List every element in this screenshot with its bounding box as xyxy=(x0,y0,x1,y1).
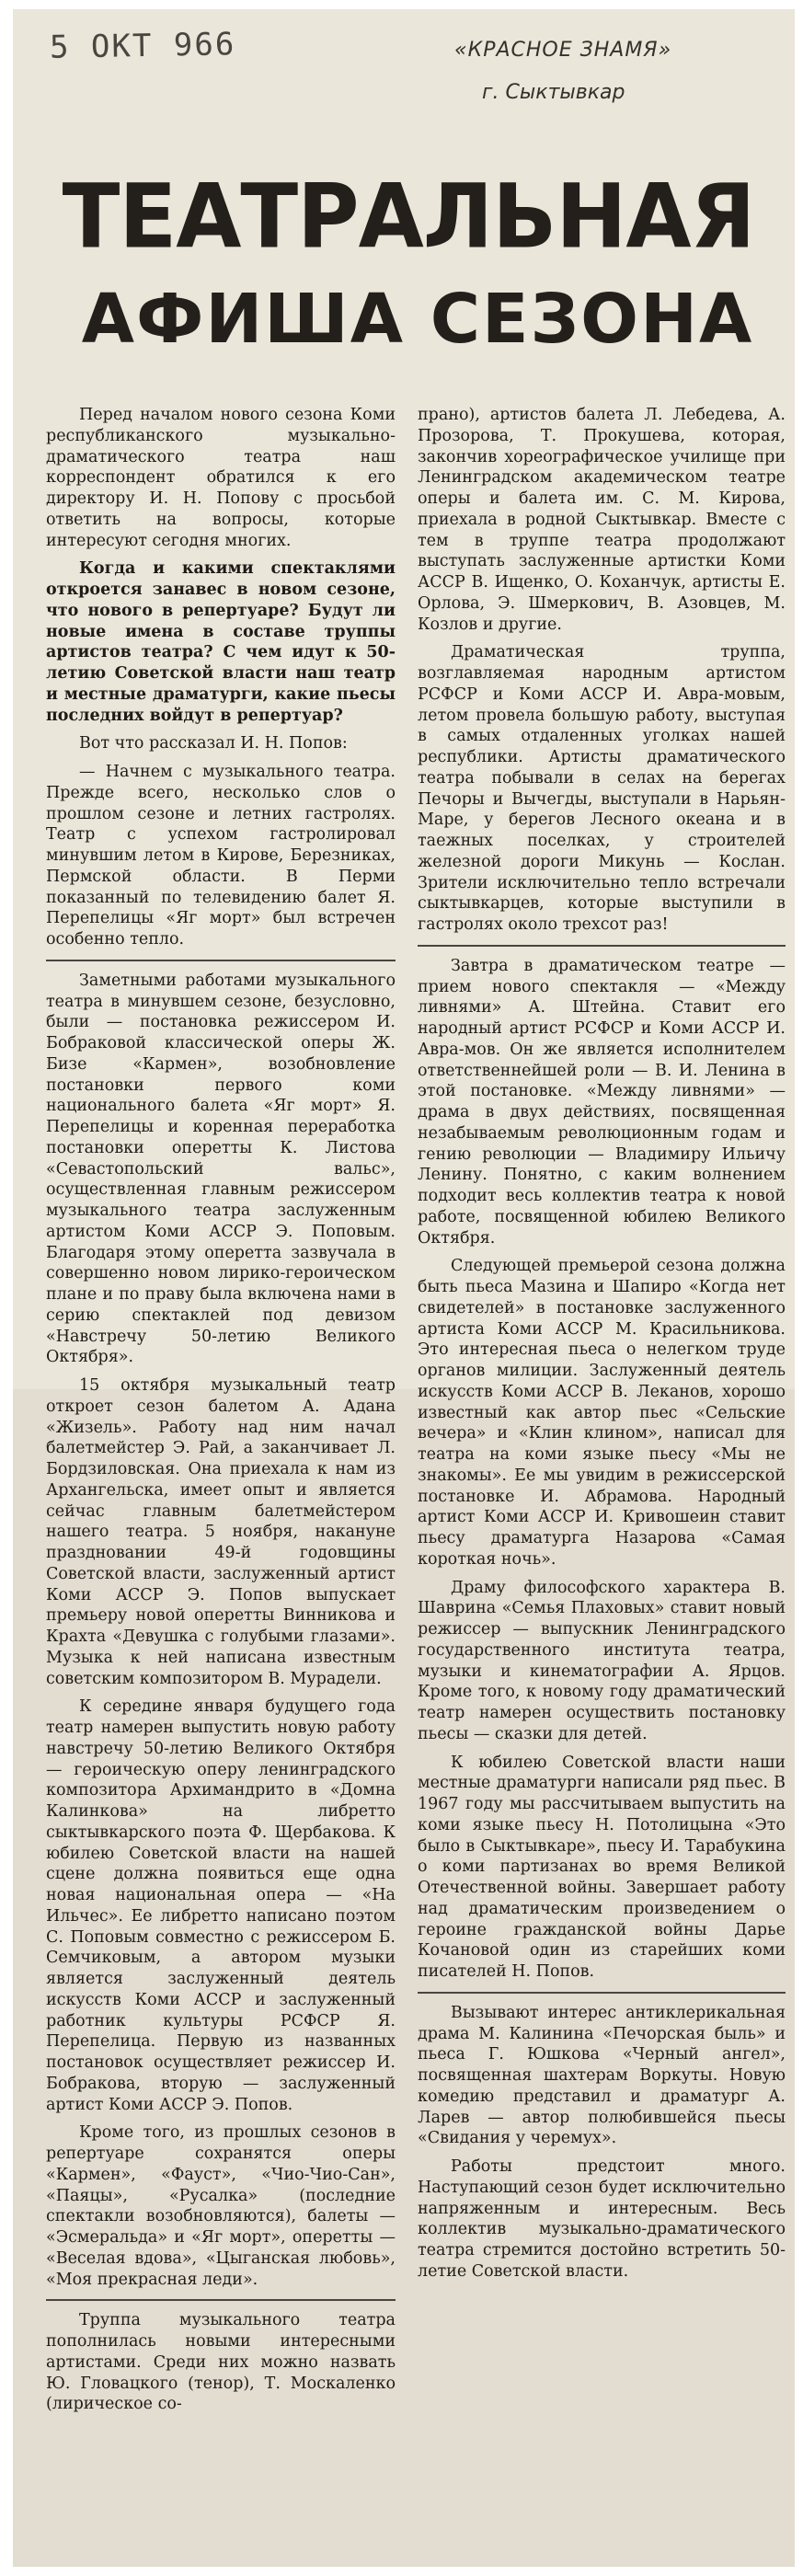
article-paragraph: прано), артистов балета Л. Лебедева, А. Прозорова, Т. Прокушева, которая, закончив хореографическое училище при Ленинградском академическом театре оперы и балета им. С. М. Кирова, приехала в родной Сыктывкар. Вместе с тем в труппе театра продолжают выступать заслуженные артистки Коми АССР В. Ищенко, О. Коханчук, артисты Е. Орлова, Э. Шмеркович, В. Азовцев, М. Козлов и другие. xyxy=(418,406,786,634)
article-paragraph: Драматическая труппа, возглавляемая народным артистом РСФСР и Коми АССР И. Авра-мовым, летом провела большую работу, выступая в самых отдаленных уголках нашей республики. Артисты драматического театра побывали в селах на берегах Печоры и Вычегды, выступали в Нарьян-Маре, у берегов Лесного океана и в таежных поселках, у строителей железной дороги Микунь — Кослан. Зрители исключительно тепло встречали сыктывкарцев, которые выступили в гастролях около трехсот раз! xyxy=(418,643,786,934)
column-divider xyxy=(46,960,396,961)
headline-line-1: ТЕАТРАЛЬНАЯ xyxy=(62,165,755,269)
newspaper-clipping xyxy=(13,9,795,2567)
article-paragraph: Драму философского характера В. Шаврина «Семья Плаховых» ставит новый режиссер — выпускник Ленинградского государственного института театра, музыки и кинематографии А. Ярцов. Кроме того, к новому году драматический театр намерен осуществить постановку пьесы — сказки для детей. xyxy=(418,1578,786,1743)
article-paragraph: К юбилею Советской власти наши местные драматурги написали ряд пьес. В 1967 году мы рассчитываем выпустить на коми языке пьесу Н. Потолицына «Это было в Сыктывкаре», пьесу И. Тарабукина о коми партизанах во время Великой Отечественной войны. Завершает работу над драматическим произведением о героине гражданской войны Дарье Кочановой один из старейших коми писателей Н. Попов. xyxy=(418,1753,786,1981)
article-paragraph: Труппа музыкального театра пополнилась новыми интересными артистами. Среди них можно назвать Ю. Гловацкого (тенор), Т. Москаленко (лирическое со- xyxy=(46,2311,396,2414)
intro-paragraph: Перед началом нового сезона Коми республиканского музыкально-драматического театра наш корреспондент обратился к его директору И. Н. Попову с просьбой ответить на вопросы, которые интересуют сегодня многих. xyxy=(46,406,396,550)
column-divider xyxy=(46,2299,396,2301)
headline-line-2: АФИША СЕЗОНА xyxy=(81,280,754,359)
column-divider xyxy=(418,945,786,947)
date-stamp: 5 ОКТ 966 xyxy=(49,26,236,66)
newspaper-city: г. Сыктывкар xyxy=(482,81,625,104)
right-column xyxy=(418,405,786,2290)
left-column xyxy=(46,405,396,2422)
article-paragraph: Вызывают интерес антиклерикальная драма М. Калинина «Печорская быль» и пьеса Г. Юшкова «Черный ангел», посвященная шахтерам Воркуты. Новую комедию представил и драматург А. Ларев — автор полюбившейся пьесы «Свидания у черемух». xyxy=(418,2003,786,2148)
article-paragraph: Кроме того, из прошлых сезонов в репертуаре сохранятся оперы «Кармен», «Фауст», «Чио-Чио-Сан», «Паяцы», «Русалка» (последние спектакли возобновляются), балеты — «Эсмеральда» и «Яг морт», оперетты — «Веселая вдова», «Цыганская любовь», «Моя прекрасная леди». xyxy=(46,2123,396,2289)
article-paragraph: 15 октября музыкальный театр откроет сезон балетом А. Адана «Жизель». Работу над ним начал балетмейстер Э. Рай, а заканчивает Л. Бордзиловская. Она приехала к нам из Архангельска, имеет опыт и является сейчас главным балетмейстером нашего театра. 5 ноября, накануне праздновании 49-й годовщины Советской власти, заслуженный артист Коми АССР Э. Попов выпускает премьеру новой оперетты Винникова и Крахта «Девушка с голубыми глазами». Музыка к ней написана известным советским композитором В. Мурадели. xyxy=(46,1376,396,1688)
article-paragraph: Заметными работами музыкального театра в минувшем сезоне, безусловно, были — постановка режиссером И. Бобраковой классической оперы Ж. Бизе «Кармен», возобновление постановки первого коми национального балета «Яг морт» Я. Перепелицы и коренная переработка постановки оперетты К. Листова «Севастопольский вальс», осуществленная главным режиссером музыкального театра заслуженным артистом Коми АССР Э. Поповым. Благодаря этому оперетта зазвучала в совершенно новом лирико-героическом плане и по праву была включена нами в серию спектаклей под девизом «Навстречу 50-летию Великого Октября». xyxy=(46,971,396,1367)
newspaper-name: «КРАСНОЕ ЗНАМЯ» xyxy=(454,39,672,62)
column-divider xyxy=(418,1992,786,1994)
question-paragraph: Когда и какими спектаклями откроется занавес в новом сезоне, что нового в репертуаре? Будут ли новые имена в составе труппы артистов театра? С чем идут к 50-летию Советской власти наш театр и местные драматурги, какие пьесы последних войдут в репертуар? xyxy=(46,559,396,725)
article-paragraph: Вот что рассказал И. Н. Попов: xyxy=(79,734,348,753)
article-paragraph: К середине января будущего года театр намерен выпустить новую работу навстречу 50-летию Великого Октября — героическую оперу ленинградского композитора Архимандрито в «Домна Калинкова» на либретто сыктывкарского поэта Ф. Щербакова. К юбилею Советской власти на нашей сцене должна появиться еще одна новая национальная опера — «На Ильчес». Ее либретто написано поэтом С. Поповым совместно с режиссером Б. Семчиковым, а автором музыки является заслуженный деятель искусств Коми АССР и заслуженный работник культуры РСФСР Я. Перепелица. Первую из названных постановок осуществляет режиссер И. Бобракова, вторую — заслуженный артист Коми АССР Э. Попов. xyxy=(46,1697,396,2114)
article-paragraph: Следующей премьерой сезона должна быть пьеса Мазина и Шапиро «Когда нет свидетелей» в постановке заслуженного артиста Коми АССР М. Красильникова. Это интересная пьеса о нелегком труде органов милиции. Заслуженный деятель искусств Коми АССР В. Леканов, хорошо известный как автор пьес «Сельские вечера» и «Клин клином», написал для театра на коми языке пьесу «Мы не знакомы». Ее мы увидим в режиссерской постановке И. Абрамова. Народный артист Коми АССР И. Кривошеин ставит пьесу драматурга Назарова «Самая короткая ночь». xyxy=(418,1257,786,1569)
article-paragraph: Работы предстоит много. Наступающий сезон будет исключительно напряженным и интересным. Весь коллектив музыкально-драматического театра стремится достойно встретить 50-летие Советской власти. xyxy=(418,2157,786,2281)
article-paragraph: Завтра в драматическом театре — прием нового спектакля — «Между ливнями» А. Штейна. Ставит его народный артист РСФСР и Коми АССР И. Авра-мов. Он же является исполнителем ответственнейшей роли — В. И. Ленина в этой постановке. «Между ливнями» — драма в двух действиях, посвященная незабываемым революционным годам и гению революции — Владимиру Ильичу Ленину. Понятно, с каким волнением подходит весь коллектив театра к новой работе, посвященной юбилею Великого Октября. xyxy=(418,956,786,1248)
article-paragraph: — Начнем с музыкального театра. Прежде всего, несколько слов о прошлом сезоне и летних гастролях. Театр с успехом гастролировал минувшим летом в Кирове, Березниках, Пермской области. В Перми показанный по телевидению балет Я. Перепелицы «Яг морт» был встречен особенно тепло. xyxy=(46,763,396,949)
